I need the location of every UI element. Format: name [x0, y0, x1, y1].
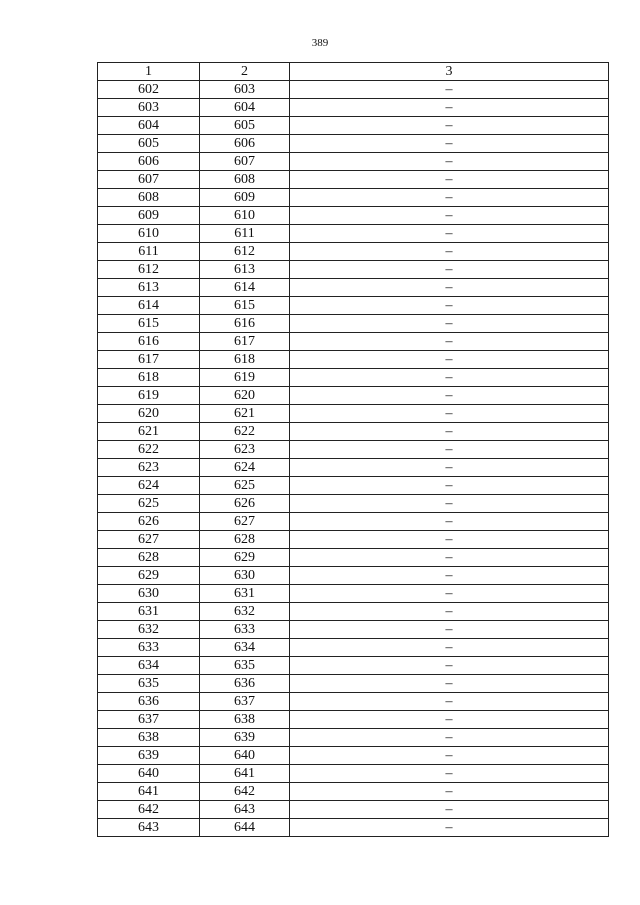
table-cell-col2: 618	[200, 351, 290, 369]
table-cell-col1: 602	[98, 81, 200, 99]
table-cell-col3: –	[290, 585, 609, 603]
table-cell-col1: 630	[98, 585, 200, 603]
table-cell-col3: –	[290, 351, 609, 369]
table-row	[98, 585, 609, 603]
table-cell-col2: 625	[200, 477, 290, 495]
table-cell-col2: 634	[200, 639, 290, 657]
table-cell-col3: –	[290, 621, 609, 639]
table-row	[98, 783, 609, 801]
table-cell-col3: –	[290, 783, 609, 801]
page-number: 389	[311, 37, 329, 49]
table-row	[98, 243, 609, 261]
table-row	[98, 765, 609, 783]
table-cell-col3: –	[290, 711, 609, 729]
table-row	[98, 333, 609, 351]
table-cell-col3: –	[290, 153, 609, 171]
table-row	[98, 531, 609, 549]
table-cell-col3: –	[290, 279, 609, 297]
table-cell-col3: –	[290, 189, 609, 207]
table-row	[98, 351, 609, 369]
table-cell-col1: 620	[98, 405, 200, 423]
table-row	[98, 99, 609, 117]
table-cell-col2: 627	[200, 513, 290, 531]
table-row	[98, 81, 609, 99]
table-cell-col3: –	[290, 333, 609, 351]
table-cell-col2: 626	[200, 495, 290, 513]
table-cell-col1: 636	[98, 693, 200, 711]
table-row	[98, 657, 609, 675]
table-cell-col2: 621	[200, 405, 290, 423]
table-cell-col3: –	[290, 549, 609, 567]
table-cell-col3: –	[290, 99, 609, 117]
table-row	[98, 405, 609, 423]
table-row	[98, 801, 609, 819]
table-row	[98, 171, 609, 189]
table-row	[98, 549, 609, 567]
table-row	[98, 423, 609, 441]
table-cell-col2: 643	[200, 801, 290, 819]
table-cell-col3: –	[290, 513, 609, 531]
table-cell-col1: 626	[98, 513, 200, 531]
table-cell-col3: –	[290, 765, 609, 783]
table-cell-col2: 611	[200, 225, 290, 243]
table-cell-col3: –	[290, 567, 609, 585]
table-cell-col1: 631	[98, 603, 200, 621]
table-cell-col1: 624	[98, 477, 200, 495]
table-cell-col2: 632	[200, 603, 290, 621]
table-cell-col1: 637	[98, 711, 200, 729]
table-cell-col2: 606	[200, 135, 290, 153]
column-header-1: 1	[98, 63, 200, 81]
table-cell-col3: –	[290, 801, 609, 819]
table-cell-col1: 633	[98, 639, 200, 657]
table-cell-col1: 603	[98, 99, 200, 117]
table-cell-col2: 638	[200, 711, 290, 729]
table-cell-col3: –	[290, 819, 609, 837]
table-cell-col2: 607	[200, 153, 290, 171]
table-cell-col3: –	[290, 477, 609, 495]
table-row	[98, 513, 609, 531]
table-cell-col2: 628	[200, 531, 290, 549]
table-row	[98, 477, 609, 495]
table-cell-col1: 628	[98, 549, 200, 567]
table-cell-col2: 631	[200, 585, 290, 603]
table-row	[98, 261, 609, 279]
table-cell-col2: 603	[200, 81, 290, 99]
table-cell-col1: 638	[98, 729, 200, 747]
table-cell-col1: 621	[98, 423, 200, 441]
table-cell-col2: 617	[200, 333, 290, 351]
table-cell-col2: 614	[200, 279, 290, 297]
table-cell-col3: –	[290, 243, 609, 261]
table-cell-col1: 622	[98, 441, 200, 459]
table-cell-col2: 604	[200, 99, 290, 117]
table-cell-col1: 604	[98, 117, 200, 135]
table-cell-col2: 623	[200, 441, 290, 459]
table-row	[98, 441, 609, 459]
table-cell-col2: 630	[200, 567, 290, 585]
table-cell-col3: –	[290, 747, 609, 765]
table-cell-col3: –	[290, 657, 609, 675]
table-cell-col1: 635	[98, 675, 200, 693]
table-row	[98, 639, 609, 657]
table-cell-col2: 622	[200, 423, 290, 441]
table-cell-col2: 633	[200, 621, 290, 639]
table-cell-col2: 642	[200, 783, 290, 801]
table-cell-col2: 605	[200, 117, 290, 135]
table-cell-col1: 616	[98, 333, 200, 351]
table-row	[98, 459, 609, 477]
table-cell-col2: 624	[200, 459, 290, 477]
table-cell-col2: 615	[200, 297, 290, 315]
table-cell-col3: –	[290, 369, 609, 387]
table-cell-col2: 609	[200, 189, 290, 207]
table-cell-col3: –	[290, 117, 609, 135]
table-cell-col1: 605	[98, 135, 200, 153]
table-cell-col1: 613	[98, 279, 200, 297]
table-cell-col1: 609	[98, 207, 200, 225]
table-cell-col3: –	[290, 405, 609, 423]
table-cell-col3: –	[290, 315, 609, 333]
table-cell-col3: –	[290, 171, 609, 189]
table-cell-col3: –	[290, 297, 609, 315]
table-row	[98, 189, 609, 207]
table-cell-col3: –	[290, 387, 609, 405]
table-cell-col3: –	[290, 441, 609, 459]
table-cell-col1: 615	[98, 315, 200, 333]
table-cell-col1: 629	[98, 567, 200, 585]
table-row	[98, 603, 609, 621]
table-row	[98, 315, 609, 333]
table-cell-col2: 641	[200, 765, 290, 783]
table-row	[98, 621, 609, 639]
table-cell-col3: –	[290, 531, 609, 549]
table-row	[98, 693, 609, 711]
table-cell-col1: 617	[98, 351, 200, 369]
table-cell-col2: 620	[200, 387, 290, 405]
table-row	[98, 567, 609, 585]
table-cell-col3: –	[290, 693, 609, 711]
table-row	[98, 279, 609, 297]
table-cell-col1: 627	[98, 531, 200, 549]
table-row	[98, 297, 609, 315]
table-cell-col2: 612	[200, 243, 290, 261]
table-cell-col2: 635	[200, 657, 290, 675]
table-cell-col3: –	[290, 675, 609, 693]
table-cell-col1: 606	[98, 153, 200, 171]
table-row	[98, 387, 609, 405]
table-cell-col1: 618	[98, 369, 200, 387]
table-row	[98, 225, 609, 243]
table-cell-col3: –	[290, 459, 609, 477]
table-cell-col1: 632	[98, 621, 200, 639]
column-header-3: 3	[290, 63, 609, 81]
table-cell-col1: 639	[98, 747, 200, 765]
table-cell-col1: 642	[98, 801, 200, 819]
table-cell-col3: –	[290, 207, 609, 225]
table-cell-col1: 641	[98, 783, 200, 801]
table-cell-col3: –	[290, 135, 609, 153]
table-cell-col2: 639	[200, 729, 290, 747]
table-cell-col3: –	[290, 639, 609, 657]
table-row	[98, 819, 609, 837]
table-row	[98, 711, 609, 729]
table-cell-col2: 636	[200, 675, 290, 693]
table-row	[98, 207, 609, 225]
table-cell-col1: 625	[98, 495, 200, 513]
table-cell-col1: 619	[98, 387, 200, 405]
table-row	[98, 135, 609, 153]
table-row	[98, 117, 609, 135]
table-row	[98, 495, 609, 513]
table-cell-col1: 623	[98, 459, 200, 477]
table-cell-col1: 610	[98, 225, 200, 243]
table-cell-col3: –	[290, 261, 609, 279]
table-cell-col3: –	[290, 729, 609, 747]
table-cell-col1: 612	[98, 261, 200, 279]
table-cell-col1: 611	[98, 243, 200, 261]
table-cell-col1: 634	[98, 657, 200, 675]
table-body	[98, 81, 609, 837]
table-row	[98, 369, 609, 387]
table-cell-col1: 643	[98, 819, 200, 837]
table-cell-col1: 614	[98, 297, 200, 315]
column-header-2: 2	[200, 63, 290, 81]
table-cell-col1: 640	[98, 765, 200, 783]
table-cell-col2: 637	[200, 693, 290, 711]
table-row	[98, 747, 609, 765]
table-cell-col2: 629	[200, 549, 290, 567]
table-cell-col2: 619	[200, 369, 290, 387]
table-cell-col2: 610	[200, 207, 290, 225]
data-table	[97, 62, 609, 837]
table-cell-col2: 644	[200, 819, 290, 837]
table-row	[98, 729, 609, 747]
table-cell-col1: 608	[98, 189, 200, 207]
table-header	[98, 63, 609, 81]
table-cell-col1: 607	[98, 171, 200, 189]
table-cell-col3: –	[290, 81, 609, 99]
table-cell-col2: 640	[200, 747, 290, 765]
table-cell-col3: –	[290, 225, 609, 243]
table-cell-col3: –	[290, 495, 609, 513]
table-cell-col3: –	[290, 603, 609, 621]
table-cell-col2: 608	[200, 171, 290, 189]
table-row	[98, 675, 609, 693]
table-cell-col2: 613	[200, 261, 290, 279]
table-cell-col3: –	[290, 423, 609, 441]
header-row	[98, 63, 609, 81]
table-row	[98, 153, 609, 171]
table-cell-col2: 616	[200, 315, 290, 333]
